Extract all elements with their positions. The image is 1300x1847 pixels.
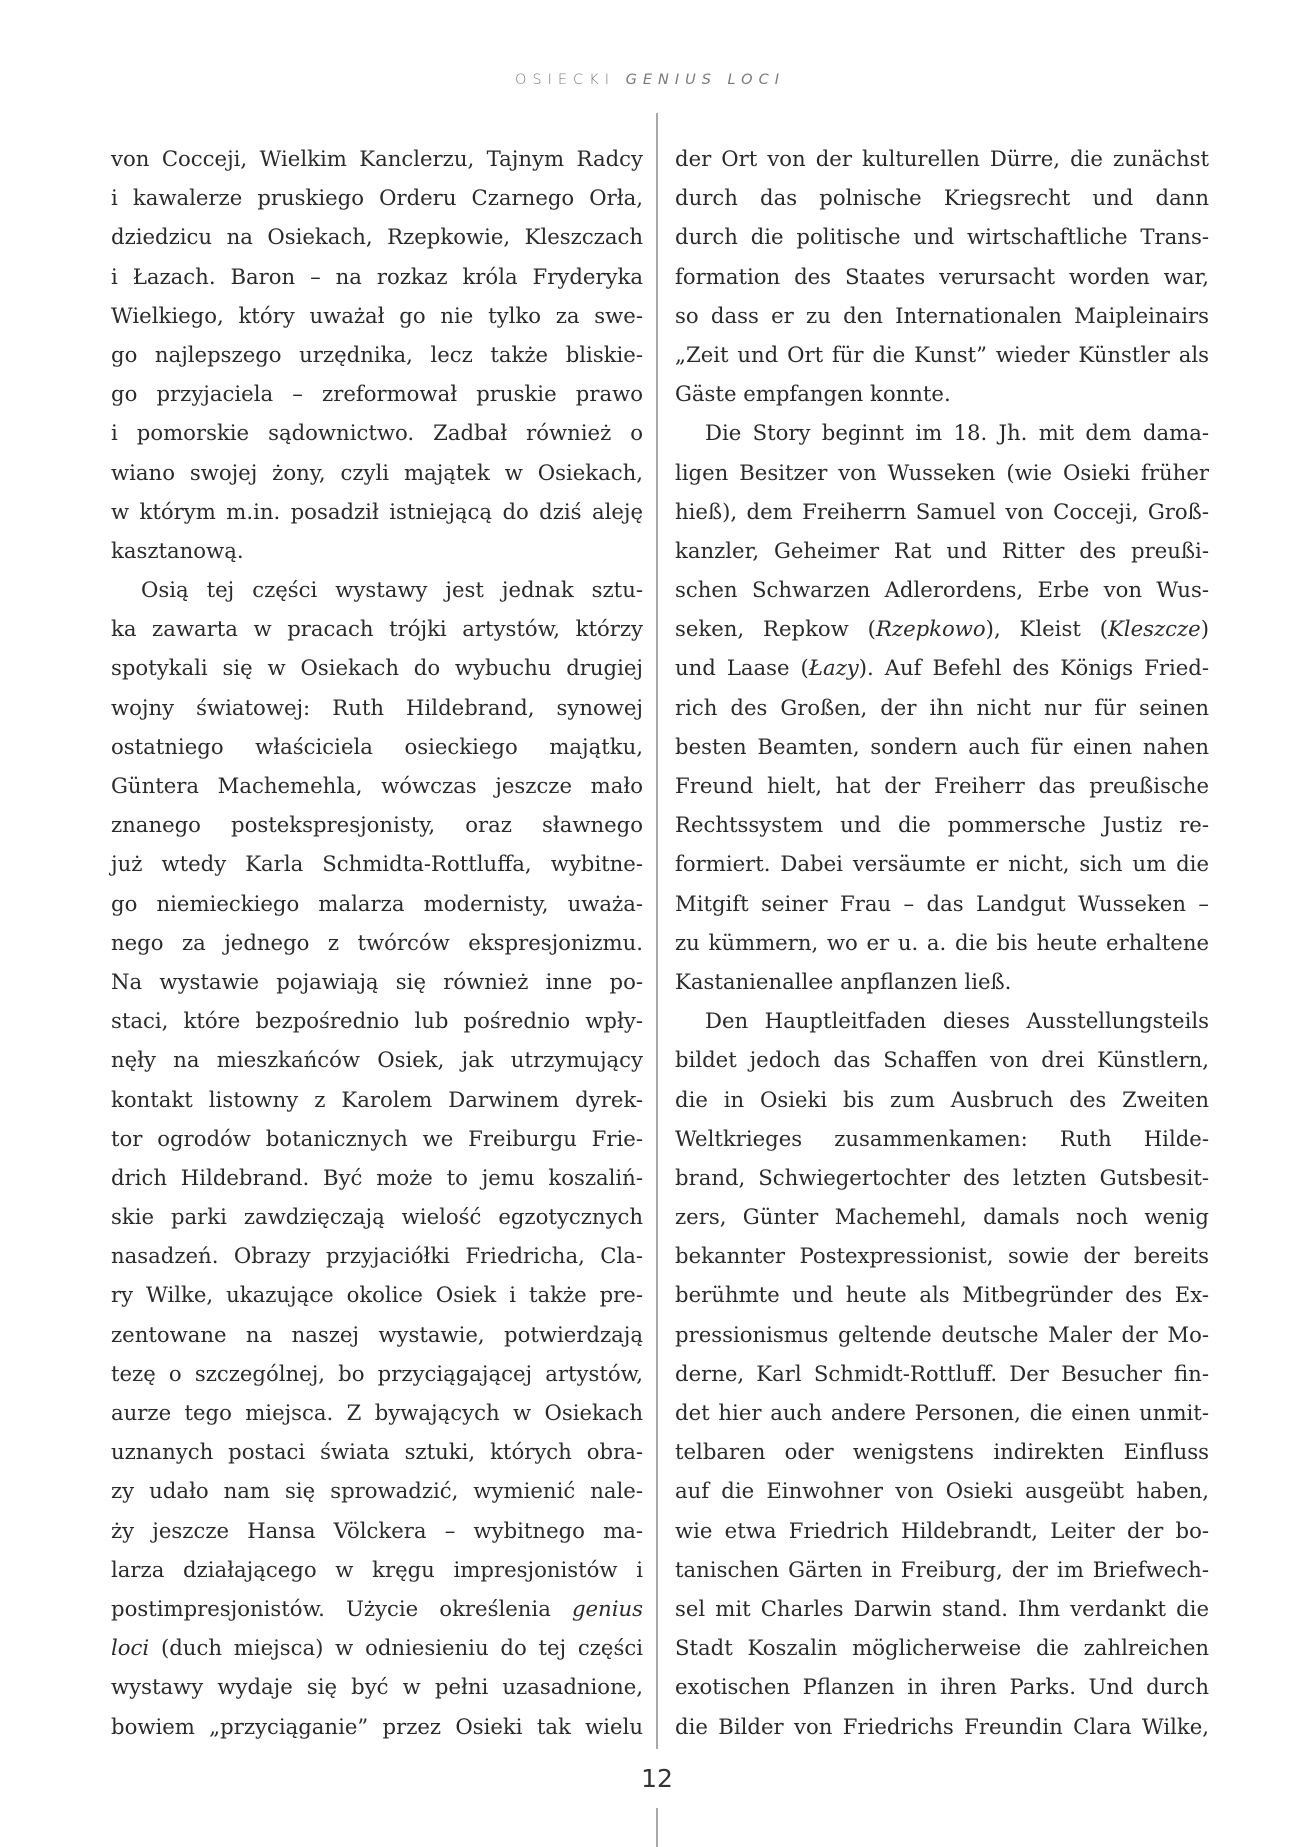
- text-line: i pomorskie sądownictwo. Zadbał również o: [111, 420, 643, 446]
- text-line: tanischen Gärten in Freiburg, der im Briefwech-: [675, 1556, 1209, 1582]
- running-head-plain: OSIECKI: [515, 72, 615, 88]
- text-line: hieß), dem Freiherrn Samuel von Cocceji, Groß-: [675, 498, 1209, 524]
- text-line: już wtedy Karla Schmidta-Rottluffa, wybitne-: [111, 851, 643, 877]
- text-line: besten Beamten, sondern auch für einen nahen: [675, 733, 1209, 759]
- text-line: zentowane na naszej wystawie, potwierdzają: [111, 1321, 643, 1347]
- text-line: uznanych postaci świata sztuki, których obra-: [111, 1439, 643, 1465]
- text-line: pressionismus geltende deutsche Maler der Mo-: [675, 1321, 1209, 1347]
- italic-term: loci: [111, 1635, 150, 1661]
- text-line: i kawalerze pruskiego Orderu Czarnego Orła,: [111, 185, 643, 211]
- text-run: ). Auf Befehl des Königs Fried-: [858, 655, 1209, 681]
- text-line: spotykali się w Osiekach do wybuchu drugiej: [111, 655, 643, 681]
- text-line: exotischen Pflanzen in ihren Parks. Und durch: [675, 1674, 1209, 1700]
- text-line: Die Story beginnt im 18. Jh. mit dem dama-: [705, 420, 1209, 446]
- text-line: durch das polnische Kriegsrecht und dann: [675, 185, 1209, 211]
- text-run: ): [1200, 616, 1209, 642]
- text-line: Gäste empfangen konnte.: [675, 381, 951, 407]
- left-column-polish-text: [111, 139, 643, 1746]
- text-line: bildet jedoch das Schaffen von drei Künstlern,: [675, 1047, 1209, 1073]
- text-line: Kastanienallee anpflanzen ließ.: [675, 968, 1012, 994]
- text-line: die in Osieki bis zum Ausbruch des Zweiten: [675, 1086, 1209, 1112]
- text-line: wie etwa Friedrich Hildebrandt, Leiter der bo-: [675, 1517, 1209, 1543]
- text-line: schen Schwarzen Adlerordens, Erbe von Wus-: [675, 577, 1209, 603]
- text-line: Na wystawie pojawiają się również inne po-: [111, 968, 643, 994]
- text-line: zu kümmern, wo er u. a. die bis heute erhaltene: [675, 929, 1209, 955]
- text-run: seken, Repkow (: [675, 616, 876, 642]
- text-line: ży jeszcze Hansa Völckera – wybitnego ma-: [111, 1517, 643, 1543]
- text-line: [675, 648, 1209, 687]
- italic-term: Kleszcze: [1107, 616, 1201, 642]
- text-line: ligen Besitzer von Wusseken (wie Osieki früher: [675, 459, 1209, 485]
- text-line: derne, Karl Schmidt-Rottluff. Der Besucher fin-: [675, 1360, 1209, 1386]
- text-line: tor ogrodów botanicznych we Freiburgu Frie-: [111, 1125, 643, 1151]
- text-line: auf die Einwohner von Osieki ausgeübt haben,: [675, 1478, 1209, 1504]
- text-line: i Łazach. Baron – na rozkaz króla Fryderyka: [111, 263, 643, 289]
- text-line: Mitgift seiner Frau – das Landgut Wusseken –: [675, 890, 1209, 916]
- text-line: Freund hielt, hat der Freiherr das preußische: [675, 773, 1209, 798]
- text-line: tezę o szczególnej, bo przyciągającej artystów,: [111, 1360, 643, 1386]
- text-line: Rechtssystem und die pommersche Justiz re-: [675, 812, 1209, 838]
- column-divider-lower: [656, 1808, 658, 1847]
- page-number: 12: [641, 1764, 673, 1793]
- text-line: telbaren oder wenigstens indirekten Einfluss: [675, 1439, 1209, 1465]
- text-line: wystawy wydaje się być w pełni uzasadnione,: [111, 1674, 643, 1700]
- running-head-italic: GENIUS LOCI: [625, 72, 785, 88]
- running-head: [0, 72, 1300, 88]
- text-run: ), Kleist (: [985, 616, 1108, 642]
- text-line: kasztanową.: [111, 537, 244, 563]
- text-line: znanego postekspresjonisty, oraz sławnego: [111, 812, 643, 838]
- text-line: bowiem „przyciąganie” przez Osieki tak wielu: [111, 1713, 643, 1739]
- text-line: brand, Schwiegertochter des letzten Gutsbesit-: [675, 1164, 1209, 1190]
- right-column-german-text: [675, 139, 1209, 1746]
- text-line: ka zawarta w pracach trójki artystów, którzy: [111, 616, 643, 642]
- text-line: dziedzicu na Osiekach, Rzepkowie, Kleszczach: [111, 224, 643, 250]
- text-line: durch die politische und wirtschaftliche Trans-: [675, 224, 1209, 250]
- text-line: kanzler, Geheimer Rat und Ritter des preußi-: [675, 537, 1209, 563]
- text-line: skie parki zawdzięczają wielość egzotycznych: [111, 1204, 643, 1230]
- text-line: w którym m.in. posadził istniejącą do dziś aleję: [111, 498, 643, 524]
- text-line: Weltkrieges zusammenkamen: Ruth Hilde-: [675, 1125, 1209, 1151]
- text-line: bekannter Postexpressionist, sowie der bereits: [675, 1243, 1209, 1269]
- italic-term: genius: [571, 1595, 643, 1621]
- text-line: die Bilder von Friedrichs Freundin Clara Wilke,: [675, 1713, 1209, 1739]
- column-divider: [656, 113, 658, 1749]
- text-run: (duch miejsca) w odniesieniu do tej części: [149, 1635, 643, 1661]
- text-line: nęły na mieszkańców Osiek, jak utrzymujący: [111, 1047, 643, 1073]
- text-line: ry Wilke, ukazujące okolice Osiek i także pre-: [111, 1282, 643, 1308]
- text-line: „Zeit und Ort für die Kunst” wieder Künstler als: [675, 341, 1209, 367]
- text-line: go niemieckiego malarza modernisty, uważa-: [111, 890, 643, 916]
- italic-term: Łazy: [808, 655, 859, 681]
- text-line: so dass er zu den Internationalen Maipleinairs: [675, 302, 1209, 328]
- text-run: postimpresjonistów. Użycie określenia: [111, 1595, 572, 1621]
- text-line: Stadt Koszalin möglicherweise die zahlreichen: [675, 1635, 1209, 1661]
- text-line: Den Hauptleitfaden dieses Ausstellungsteils: [705, 1008, 1209, 1034]
- text-run: und Laase (: [675, 655, 809, 681]
- text-line: [111, 1589, 643, 1628]
- text-line: [675, 609, 1209, 648]
- text-line: zers, Günter Machemehl, damals noch wenig: [675, 1204, 1209, 1230]
- text-line: berühmte und heute als Mitbegründer des Ex-: [675, 1282, 1209, 1308]
- text-line: [111, 1628, 643, 1667]
- text-line: Osią tej części wystawy jest jednak sztu-: [141, 577, 643, 603]
- text-line: der Ort von der kulturellen Dürre, die zunächst: [675, 146, 1209, 171]
- italic-term: Rzepkowo: [875, 616, 986, 642]
- text-line: larza działającego w kręgu impresjonistów i: [111, 1556, 643, 1582]
- text-line: kontakt listowny z Karolem Darwinem dyrek-: [111, 1086, 643, 1112]
- text-line: formation des Staates verursacht worden war,: [675, 263, 1209, 289]
- text-line: go najlepszego urzędnika, lecz także bliskie-: [111, 341, 643, 367]
- text-line: go przyjaciela – zreformował pruskie prawo: [111, 381, 643, 407]
- text-line: det hier auch andere Personen, die einen unmit-: [675, 1400, 1209, 1425]
- text-line: Güntera Machemehla, wówczas jeszcze mało: [111, 773, 643, 798]
- text-line: drich Hildebrand. Być może to jemu koszaliń-: [111, 1164, 643, 1190]
- text-line: sel mit Charles Darwin stand. Ihm verdankt die: [675, 1595, 1209, 1621]
- text-line: aurze tego miejsca. Z bywających w Osiekach: [111, 1400, 643, 1425]
- text-line: nego za jednego z twórców ekspresjonizmu.: [111, 929, 643, 955]
- text-line: staci, które bezpośrednio lub pośrednio wpły-: [111, 1008, 643, 1034]
- text-line: ostatniego właściciela osieckiego majątku,: [111, 733, 643, 759]
- text-line: rich des Großen, der ihn nicht nur für seinen: [675, 694, 1209, 720]
- text-line: wiano swojej żony, czyli majątek w Osiekach,: [111, 459, 643, 485]
- text-line: wojny światowej: Ruth Hildebrand, synowej: [111, 694, 643, 720]
- text-line: Wielkiego, który uważał go nie tylko za swe-: [111, 302, 643, 328]
- text-line: von Cocceji, Wielkim Kanclerzu, Tajnym Radcy: [111, 146, 643, 171]
- text-line: zy udało nam się sprowadzić, wymienić nale-: [111, 1478, 643, 1504]
- text-line: formiert. Dabei versäumte er nicht, sich um die: [675, 851, 1209, 877]
- text-line: nasadzeń. Obrazy przyjaciółki Friedricha, Cla-: [111, 1243, 643, 1269]
